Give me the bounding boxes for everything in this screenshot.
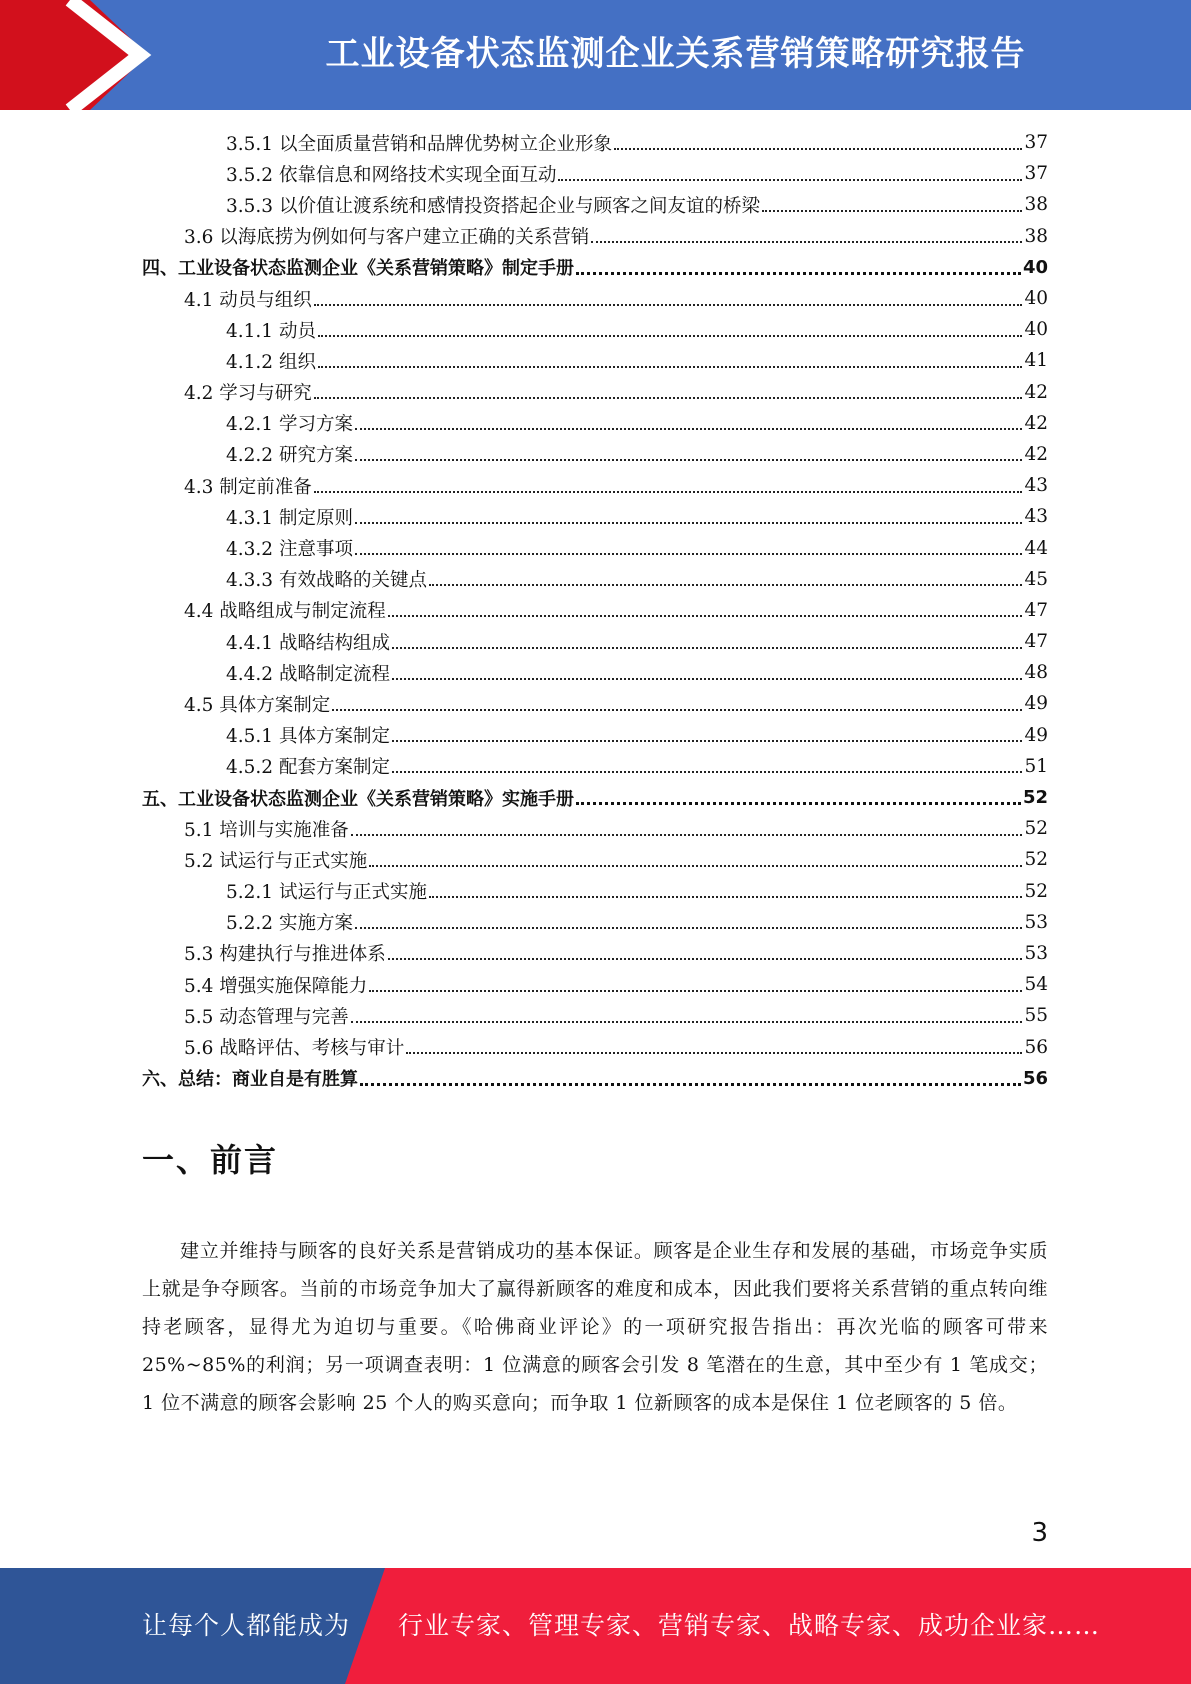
toc-entry-label: 4.5.1 具体方案制定: [226, 726, 390, 748]
toc-entry-label: 4.5.2 配套方案制定: [226, 757, 390, 779]
toc-entry-label: 5.1 培训与实施准备: [184, 819, 349, 841]
toc-entry-label: 4.1 动员与组织: [184, 289, 312, 311]
toc-entry-label: 4.3.3 有效战略的关键点: [226, 570, 427, 592]
toc-entry-label: 4.2 学习与研究: [184, 383, 312, 405]
toc-dot-leader: [392, 771, 1022, 773]
toc-entry[interactable]: [142, 969, 1048, 1000]
toc-dot-leader: [762, 210, 1022, 212]
toc-entry-page: 42: [1024, 412, 1048, 434]
toc-dot-leader: [351, 1021, 1023, 1023]
toc-entry-page: 56: [1024, 1036, 1048, 1058]
toc-entry[interactable]: [142, 564, 1048, 595]
toc-entry-page: 48: [1024, 662, 1048, 684]
footer-slogan-right: 行业专家、管理专家、营销专家、战略专家、成功企业家……: [398, 1611, 1101, 1640]
toc-entry-label: 4.1.2 组织: [226, 351, 316, 373]
toc-entry-page: 56: [1022, 1067, 1048, 1089]
toc-entry-label: 3.5.1 以全面质量营销和品牌优势树立企业形象: [226, 133, 612, 155]
toc-entry-label: 5.2.1 试运行与正式实施: [226, 882, 427, 904]
toc-entry-label: 六、总结：商业自是有胜算: [142, 1069, 358, 1091]
toc-entry[interactable]: [142, 408, 1048, 439]
toc-entry-page: 38: [1024, 225, 1048, 247]
toc-entry-page: 45: [1024, 568, 1048, 590]
toc-entry-page: 42: [1024, 381, 1048, 403]
toc-entry-label: 5.5 动态管理与完善: [184, 1006, 349, 1028]
toc-entry-label: 4.4.1 战略结构组成: [226, 632, 390, 654]
toc-entry-label: 4.1.1 动员: [226, 320, 316, 342]
toc-entry-label: 5.4 增强实施保障能力: [184, 975, 368, 997]
toc-dot-leader: [355, 428, 1023, 430]
toc-entry-page: 52: [1024, 880, 1048, 902]
toc-entry[interactable]: [142, 1031, 1048, 1062]
toc-entry[interactable]: [142, 532, 1048, 563]
toc-entry[interactable]: [142, 751, 1048, 782]
toc-entry[interactable]: [142, 158, 1048, 189]
toc-dot-leader: [388, 958, 1023, 960]
toc-entry-page: 53: [1024, 942, 1048, 964]
toc-entry[interactable]: [142, 595, 1048, 626]
toc-entry-label: 5.2.2 实施方案: [226, 913, 353, 935]
toc-entry-page: 51: [1024, 755, 1048, 777]
toc-entry-page: 43: [1024, 506, 1048, 528]
toc-entry-label: 3.5.3 以价值让渡系统和感情投资搭起企业与顾客之间友谊的桥梁: [226, 195, 760, 217]
toc-entry-page: 42: [1024, 443, 1048, 465]
toc-entry[interactable]: [142, 1000, 1048, 1031]
toc-dot-leader: [314, 304, 1023, 306]
page-number: 3: [1031, 1518, 1048, 1548]
toc-entry-page: 43: [1024, 475, 1048, 497]
toc-entry-label: 4.4 战略组成与制定流程: [184, 601, 386, 623]
body-paragraph: 建立并维持与顾客的良好关系是营销成功的基本保证。顾客是企业生存和发展的基础，市场竞争实质上就是争夺顾客。当前的市场竞争加大了赢得新顾客的难度和成本，因此我们要将关系营销的重点转向维持老顾客，显得尤为迫切与重要。《哈佛商业评论》的一项研究报告指出：再次光临的顾客可带来 25%~85%的利润；另一项调查表明：1 位满意的顾客会引发 8 笔潜在的生意，其中至少有 1 笔成交；1 位不满意的顾客会影响 25 个人的购买意向；而争取 1 位新顾客的成本是保住 1 位老顾客的 5 倍。: [142, 1240, 1048, 1414]
toc-entry-label: 4.2.2 研究方案: [226, 445, 353, 467]
toc-entry[interactable]: [142, 720, 1048, 751]
toc-entry[interactable]: [142, 1063, 1048, 1094]
toc-entry-label: 5.2 试运行与正式实施: [184, 850, 368, 872]
toc-entry[interactable]: [142, 439, 1048, 470]
toc-entry-label: 4.5 具体方案制定: [184, 694, 331, 716]
toc-entry-page: 40: [1024, 288, 1048, 310]
toc-entry-page: 54: [1024, 974, 1048, 996]
toc-dot-leader: [360, 1083, 1021, 1086]
page-header: [0, 0, 1191, 110]
footer-slogan-left: 让每个人都能成为: [142, 1611, 351, 1640]
toc-entry[interactable]: [142, 657, 1048, 688]
toc-dot-leader: [406, 1052, 1022, 1054]
table-of-contents: [142, 127, 1048, 1094]
toc-entry[interactable]: [142, 252, 1048, 283]
toc-entry[interactable]: [142, 470, 1048, 501]
toc-entry[interactable]: [142, 221, 1048, 252]
toc-entry-page: 40: [1024, 319, 1048, 341]
toc-entry[interactable]: [142, 127, 1048, 158]
toc-dot-leader: [355, 553, 1023, 555]
toc-entry-label: 4.3 制定前准备: [184, 476, 312, 498]
toc-entry-page: 38: [1024, 194, 1048, 216]
toc-dot-leader: [314, 397, 1023, 399]
toc-entry[interactable]: [142, 377, 1048, 408]
toc-entry[interactable]: [142, 938, 1048, 969]
toc-entry-page: 41: [1024, 350, 1048, 372]
toc-dot-leader: [369, 865, 1022, 867]
toc-entry-page: 47: [1024, 631, 1048, 653]
toc-entry[interactable]: [142, 813, 1048, 844]
toc-entry-page: 37: [1024, 163, 1048, 185]
toc-entry-label: 3.6 以海底捞为例如何与客户建立正确的关系营销: [184, 227, 590, 249]
toc-entry-label: 4.3.2 注意事项: [226, 539, 353, 561]
toc-entry[interactable]: [142, 501, 1048, 532]
toc-dot-leader: [392, 678, 1022, 680]
toc-entry-page: 49: [1024, 724, 1048, 746]
toc-entry-page: 55: [1024, 1005, 1048, 1027]
toc-dot-leader: [318, 366, 1023, 368]
toc-entry-page: 49: [1024, 693, 1048, 715]
toc-entry-label: 四、工业设备状态监测企业《关系营销策略》制定手册: [142, 258, 574, 280]
section-heading: 一、前言: [142, 1141, 279, 1179]
toc-entry[interactable]: [142, 876, 1048, 907]
toc-dot-leader: [355, 927, 1023, 929]
toc-dot-leader: [429, 896, 1022, 898]
toc-entry-page: 37: [1024, 132, 1048, 154]
toc-dot-leader: [392, 740, 1022, 742]
toc-entry[interactable]: [142, 844, 1048, 875]
toc-entry[interactable]: [142, 782, 1048, 813]
toc-dot-leader: [388, 615, 1023, 617]
toc-dot-leader: [351, 834, 1023, 836]
toc-entry[interactable]: [142, 626, 1048, 657]
toc-entry[interactable]: [142, 688, 1048, 719]
toc-entry-page: 53: [1024, 911, 1048, 933]
toc-entry-label: 5.6 战略评估、考核与审计: [184, 1038, 405, 1060]
toc-entry-label: 4.4.2 战略制定流程: [226, 663, 390, 685]
toc-entry-page: 52: [1024, 818, 1048, 840]
toc-entry-label: 五、工业设备状态监测企业《关系营销策略》实施手册: [142, 788, 574, 810]
toc-dot-leader: [576, 802, 1021, 805]
report-title: 工业设备状态监测企业关系营销策略研究报告: [325, 34, 1026, 74]
page-footer: [0, 1568, 1191, 1684]
toc-dot-leader: [429, 584, 1022, 586]
toc-entry-label: 4.3.1 制定原则: [226, 507, 353, 529]
toc-dot-leader: [591, 241, 1022, 243]
toc-dot-leader: [355, 459, 1023, 461]
toc-entry-page: 40: [1022, 256, 1048, 278]
toc-entry[interactable]: [142, 907, 1048, 938]
toc-entry[interactable]: [142, 189, 1048, 220]
toc-entry-label: 3.5.2 依靠信息和网络技术实现全面互动: [226, 164, 557, 186]
toc-entry-page: 52: [1022, 787, 1048, 809]
toc-entry[interactable]: [142, 283, 1048, 314]
toc-entry-page: 44: [1024, 537, 1048, 559]
toc-dot-leader: [392, 647, 1022, 649]
toc-dot-leader: [332, 709, 1022, 711]
toc-dot-leader: [318, 335, 1023, 337]
toc-dot-leader: [369, 990, 1022, 992]
toc-entry-label: 5.3 构建执行与推进体系: [184, 944, 386, 966]
toc-entry-page: 52: [1024, 849, 1048, 871]
toc-dot-leader: [614, 148, 1022, 150]
toc-entry-label: 4.2.1 学习方案: [226, 414, 353, 436]
toc-dot-leader: [355, 522, 1023, 524]
toc-entry-page: 47: [1024, 599, 1048, 621]
toc-entry[interactable]: [142, 345, 1048, 376]
toc-dot-leader: [314, 491, 1023, 493]
toc-entry[interactable]: [142, 314, 1048, 345]
toc-dot-leader: [576, 272, 1021, 275]
toc-dot-leader: [558, 179, 1022, 181]
